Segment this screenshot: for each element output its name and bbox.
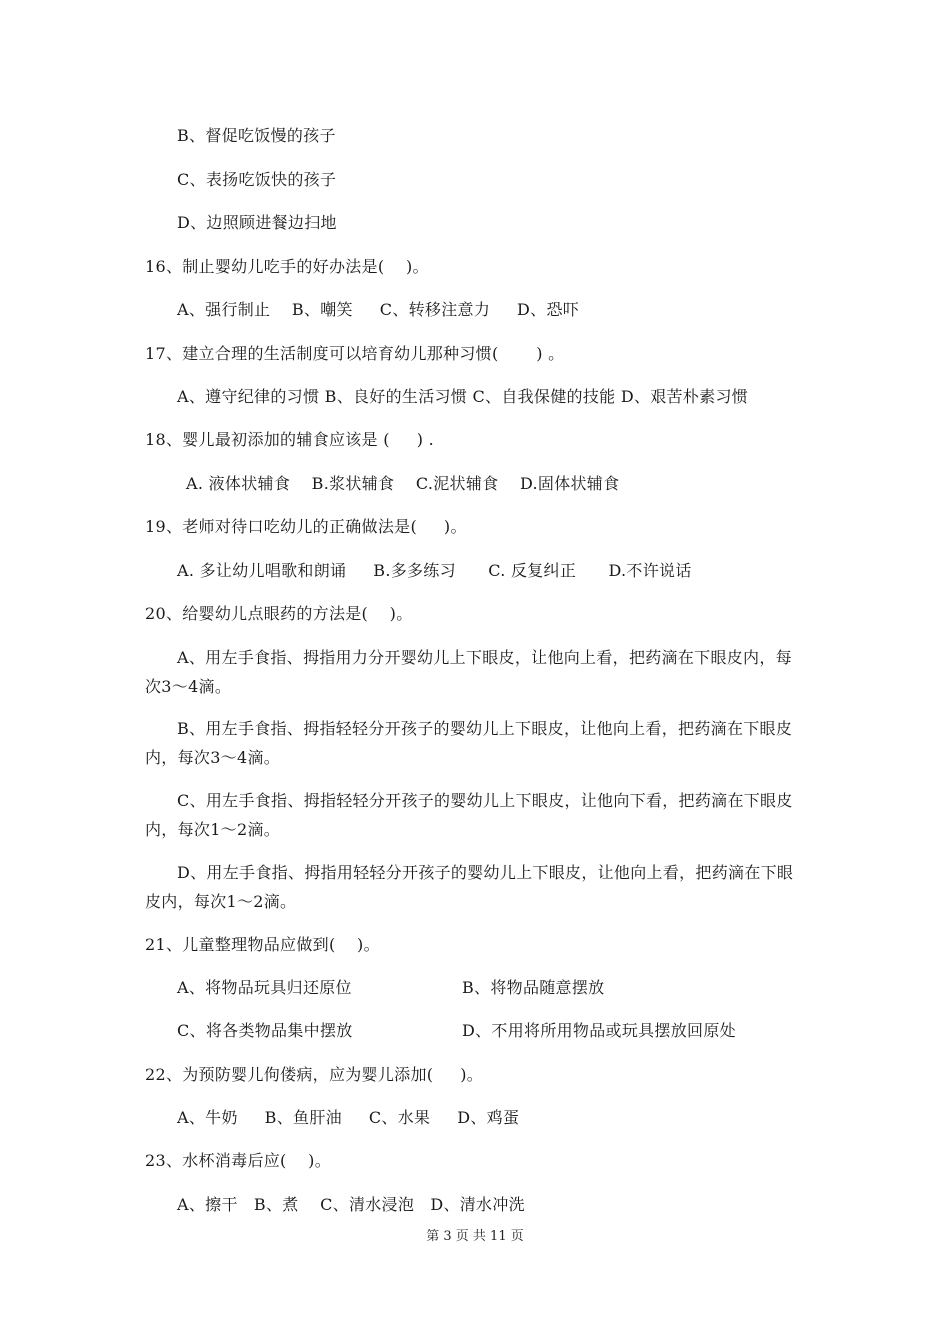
question-20-option-b-line2: 内，每次3～4滴。 xyxy=(145,748,281,767)
question-21-option-a: A、将物品玩具归还原位 xyxy=(177,978,352,997)
q15-option-c: C、表扬吃饭快的孩子 xyxy=(177,170,337,189)
question-20-option-a-line2: 次3～4滴。 xyxy=(145,677,232,696)
question-18: 18、婴儿最初添加的辅食应该是 ( ) . xyxy=(145,430,435,449)
question-20-option-c-line2: 内，每次1～2滴。 xyxy=(145,820,281,839)
question-20: 20、给婴幼儿点眼药的方法是( )。 xyxy=(145,604,413,623)
question-17: 17、建立合理的生活制度可以培育幼儿那种习惯( ) 。 xyxy=(145,344,565,363)
question-20-option-a-line1: A、用左手食指、拇指用力分开婴幼儿上下眼皮，让他向上看，把药滴在下眼皮内，每 xyxy=(177,648,792,667)
question-16: 16、制止婴幼儿吃手的好办法是( )。 xyxy=(145,257,429,276)
question-21-option-c: C、将各类物品集中摆放 xyxy=(177,1021,353,1040)
question-19-options: A. 多让幼儿唱歌和朗诵 B.多多练习 C. 反复纠正 D.不许说话 xyxy=(177,561,692,580)
page-number: 第 3 页 共 11 页 xyxy=(426,1229,524,1244)
question-21-option-d: D、不用将所用物品或玩具摆放回原处 xyxy=(462,1021,736,1040)
question-20-option-b-line1: B、用左手食指、拇指轻轻分开孩子的婴幼儿上下眼皮，让他向上看，把药滴在下眼皮 xyxy=(177,719,793,738)
q15-option-b: B、督促吃饭慢的孩子 xyxy=(177,126,336,145)
question-18-options: A. 液体状辅食 B.浆状辅食 C.泥状辅食 D.固体状辅食 xyxy=(186,474,620,493)
question-20-option-d-line1: D、用左手食指、拇指用轻轻分开孩子的婴幼儿上下眼皮，让他向上看，把药滴在下眼 xyxy=(177,863,794,882)
question-17-options: A、遵守纪律的习惯 B、良好的生活习惯 C、自我保健的技能 D、艰苦朴素习惯 xyxy=(177,387,749,406)
question-23-options: A、擦干 B、煮 C、清水浸泡 D、清水冲洗 xyxy=(177,1195,525,1214)
question-20-option-c-line1: C、用左手食指、拇指轻轻分开孩子的婴幼儿上下眼皮，让他向下看，把药滴在下眼皮 xyxy=(177,791,793,810)
question-21-option-b: B、将物品随意摆放 xyxy=(462,978,605,997)
q15-option-d: D、边照顾进餐边扫地 xyxy=(177,213,337,232)
question-20-option-d-line2: 皮内，每次1～2滴。 xyxy=(145,892,297,911)
question-19: 19、老师对待口吃幼儿的正确做法是( )。 xyxy=(145,517,467,536)
question-23: 23、水杯消毒后应( )。 xyxy=(145,1151,331,1170)
question-16-options: A、强行制止 B、嘲笑 C、转移注意力 D、恐吓 xyxy=(177,300,580,319)
question-22: 22、为预防婴儿佝偻病，应为婴儿添加( )。 xyxy=(145,1065,484,1084)
question-22-options: A、牛奶 B、鱼肝油 C、水果 D、鸡蛋 xyxy=(177,1108,520,1127)
question-21: 21、儿童整理物品应做到( )。 xyxy=(145,935,380,954)
